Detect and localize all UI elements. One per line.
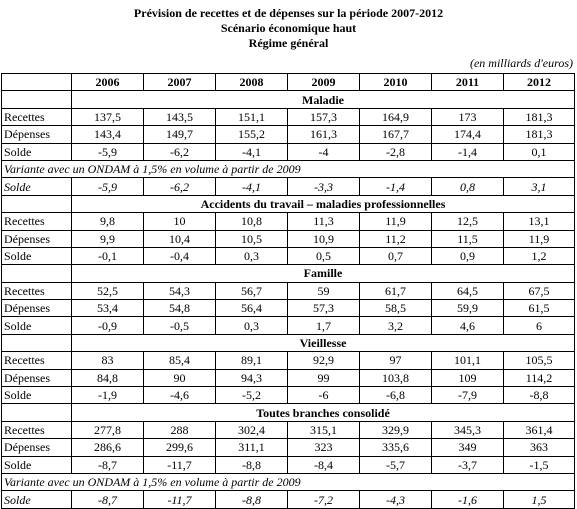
value-cell: 9,8 <box>72 213 144 230</box>
value-cell: 157,3 <box>288 108 360 125</box>
value-cell: -1,5 <box>504 456 575 473</box>
value-cell: 11,5 <box>432 230 504 247</box>
row-label: Dépenses <box>2 369 72 386</box>
section-corner <box>2 91 72 108</box>
value-cell: 12,5 <box>432 213 504 230</box>
value-cell: 11,9 <box>504 230 575 247</box>
value-cell: 67,5 <box>504 282 575 299</box>
value-cell: 114,2 <box>504 369 575 386</box>
value-cell: 302,4 <box>216 421 288 438</box>
year-header: 2008 <box>216 74 288 91</box>
value-cell: 57,3 <box>288 300 360 317</box>
value-cell: 286,6 <box>72 439 144 456</box>
section-corner <box>2 265 72 282</box>
value-cell: 13,1 <box>504 213 575 230</box>
value-cell: 89,1 <box>216 352 288 369</box>
value-cell: -0,1 <box>72 247 144 264</box>
value-cell: 151,1 <box>216 108 288 125</box>
value-cell: 143,5 <box>144 108 216 125</box>
table-row <box>2 126 575 143</box>
value-cell: 61,5 <box>504 300 575 317</box>
table-row <box>2 456 575 473</box>
value-cell: 3,2 <box>360 317 432 334</box>
value-cell: 52,5 <box>72 282 144 299</box>
row-label: Solde <box>2 317 72 334</box>
title-block <box>0 6 577 51</box>
section-title: Vieillesse <box>72 334 575 351</box>
value-cell: -1,4 <box>432 143 504 160</box>
value-cell: 56,4 <box>216 300 288 317</box>
table-row <box>2 213 575 230</box>
row-label: Recettes <box>2 352 72 369</box>
value-cell: -4,3 <box>360 491 432 508</box>
value-cell: 345,3 <box>432 421 504 438</box>
value-cell: 109 <box>432 369 504 386</box>
value-cell: 94,3 <box>216 369 288 386</box>
value-cell: 149,7 <box>144 126 216 143</box>
value-cell: 58,5 <box>360 300 432 317</box>
row-label: Dépenses <box>2 126 72 143</box>
section-title: Famille <box>72 265 575 282</box>
value-cell: 0,9 <box>432 247 504 264</box>
row-label: Dépenses <box>2 439 72 456</box>
value-cell: 181,3 <box>504 108 575 125</box>
value-cell: 99 <box>288 369 360 386</box>
value-cell: 97 <box>360 352 432 369</box>
value-cell: 167,7 <box>360 126 432 143</box>
value-cell: -11,7 <box>144 491 216 508</box>
value-cell: 84,8 <box>72 369 144 386</box>
year-header: 2006 <box>72 74 144 91</box>
variant-note-row <box>2 160 575 177</box>
section-header-row <box>2 91 575 108</box>
table-row <box>2 387 575 404</box>
section-header-row <box>2 265 575 282</box>
value-cell: 105,5 <box>504 352 575 369</box>
value-cell: 10 <box>144 213 216 230</box>
section-header-row <box>2 195 575 212</box>
value-cell: 11,3 <box>288 213 360 230</box>
value-cell: -4,1 <box>216 178 288 195</box>
table-row <box>2 230 575 247</box>
forecast-table <box>1 73 575 509</box>
title-line-3: Régime général <box>248 36 329 50</box>
value-cell: 90 <box>144 369 216 386</box>
value-cell: -2,8 <box>360 143 432 160</box>
value-cell: 59 <box>288 282 360 299</box>
value-cell: 0,7 <box>360 247 432 264</box>
section-title: Accidents du travail – maladies professionnelles <box>72 195 575 212</box>
row-label: Recettes <box>2 108 72 125</box>
row-label: Dépenses <box>2 230 72 247</box>
row-label: Dépenses <box>2 300 72 317</box>
row-label: Recettes <box>2 213 72 230</box>
value-cell: -7,9 <box>432 387 504 404</box>
value-cell: -8,7 <box>72 456 144 473</box>
value-cell: 164,9 <box>360 108 432 125</box>
value-cell: 11,2 <box>360 230 432 247</box>
table-row <box>2 247 575 264</box>
row-label: Recettes <box>2 421 72 438</box>
value-cell: 155,2 <box>216 126 288 143</box>
value-cell: 64,5 <box>432 282 504 299</box>
value-cell: -5,2 <box>216 387 288 404</box>
value-cell: 0,8 <box>432 178 504 195</box>
value-cell: 101,1 <box>432 352 504 369</box>
value-cell: -4,6 <box>144 387 216 404</box>
value-cell: 288 <box>144 421 216 438</box>
variant-row <box>2 178 575 195</box>
row-label: Solde <box>2 178 72 195</box>
value-cell: 323 <box>288 439 360 456</box>
value-cell: 137,5 <box>72 108 144 125</box>
row-label: Solde <box>2 143 72 160</box>
variant-note-row <box>2 473 575 490</box>
value-cell: -7,2 <box>288 491 360 508</box>
variant-note: Variante avec un ONDAM à 1,5% en volume à partir de 2009 <box>2 160 575 177</box>
title-line-2: Scénario économique haut <box>220 21 357 35</box>
value-cell: 143,4 <box>72 126 144 143</box>
section-header-row <box>2 404 575 421</box>
table-row <box>2 439 575 456</box>
table-row <box>2 282 575 299</box>
unit-note: (en milliards d'euros) <box>469 56 573 70</box>
value-cell: -6 <box>288 387 360 404</box>
value-cell: 349 <box>432 439 504 456</box>
value-cell: -5,9 <box>72 178 144 195</box>
value-cell: 61,7 <box>360 282 432 299</box>
value-cell: -0,4 <box>144 247 216 264</box>
value-cell: 361,4 <box>504 421 575 438</box>
row-label: Solde <box>2 491 72 508</box>
value-cell: -8,8 <box>216 491 288 508</box>
value-cell: 315,1 <box>288 421 360 438</box>
value-cell: -4 <box>288 143 360 160</box>
value-cell: -3,3 <box>288 178 360 195</box>
value-cell: 277,8 <box>72 421 144 438</box>
value-cell: 10,5 <box>216 230 288 247</box>
value-cell: 6 <box>504 317 575 334</box>
table-row <box>2 143 575 160</box>
value-cell: 83 <box>72 352 144 369</box>
value-cell: -8,8 <box>216 456 288 473</box>
title-line-1: Prévision de recettes et de dépenses sur la période 2007-2012 <box>133 6 444 20</box>
value-cell: 335,6 <box>360 439 432 456</box>
value-cell: -1,9 <box>72 387 144 404</box>
value-cell: 329,9 <box>360 421 432 438</box>
header-row <box>2 74 575 91</box>
row-label: Solde <box>2 387 72 404</box>
value-cell: 56,7 <box>216 282 288 299</box>
value-cell: -0,9 <box>72 317 144 334</box>
header-corner <box>2 74 72 91</box>
value-cell: 173 <box>432 108 504 125</box>
year-header: 2011 <box>432 74 504 91</box>
value-cell: -6,2 <box>144 143 216 160</box>
value-cell: 10,9 <box>288 230 360 247</box>
value-cell: 10,8 <box>216 213 288 230</box>
value-cell: 0,5 <box>288 247 360 264</box>
value-cell: -11,7 <box>144 456 216 473</box>
value-cell: 174,4 <box>432 126 504 143</box>
value-cell: 54,8 <box>144 300 216 317</box>
row-label: Solde <box>2 456 72 473</box>
value-cell: 85,4 <box>144 352 216 369</box>
section-header-row <box>2 334 575 351</box>
value-cell: 103,8 <box>360 369 432 386</box>
value-cell: 311,1 <box>216 439 288 456</box>
value-cell: 3,1 <box>504 178 575 195</box>
value-cell: -6,2 <box>144 178 216 195</box>
table-row <box>2 317 575 334</box>
year-header: 2007 <box>144 74 216 91</box>
section-title: Maladie <box>72 91 575 108</box>
value-cell: -6,8 <box>360 387 432 404</box>
table-row <box>2 421 575 438</box>
value-cell: 0,1 <box>504 143 575 160</box>
section-corner <box>2 334 72 351</box>
value-cell: 363 <box>504 439 575 456</box>
variant-row <box>2 491 575 508</box>
value-cell: 9,9 <box>72 230 144 247</box>
value-cell: -1,4 <box>360 178 432 195</box>
row-label: Solde <box>2 247 72 264</box>
value-cell: 161,3 <box>288 126 360 143</box>
value-cell: -5,7 <box>360 456 432 473</box>
value-cell: 0,3 <box>216 317 288 334</box>
table-row <box>2 300 575 317</box>
year-header: 2010 <box>360 74 432 91</box>
section-title: Toutes branches consolidé <box>72 404 575 421</box>
value-cell: 11,9 <box>360 213 432 230</box>
value-cell: -8,8 <box>504 387 575 404</box>
value-cell: -5,9 <box>72 143 144 160</box>
value-cell: 53,4 <box>72 300 144 317</box>
row-label: Recettes <box>2 282 72 299</box>
value-cell: 59,9 <box>432 300 504 317</box>
value-cell: -3,7 <box>432 456 504 473</box>
year-header: 2009 <box>288 74 360 91</box>
value-cell: -0,5 <box>144 317 216 334</box>
year-header: 2012 <box>504 74 575 91</box>
value-cell: -4,1 <box>216 143 288 160</box>
value-cell: 0,3 <box>216 247 288 264</box>
table-row <box>2 369 575 386</box>
section-corner <box>2 404 72 421</box>
table-row <box>2 352 575 369</box>
value-cell: 10,4 <box>144 230 216 247</box>
value-cell: -1,6 <box>432 491 504 508</box>
value-cell: 1,5 <box>504 491 575 508</box>
value-cell: 1,2 <box>504 247 575 264</box>
value-cell: -8,4 <box>288 456 360 473</box>
value-cell: 92,9 <box>288 352 360 369</box>
value-cell: 1,7 <box>288 317 360 334</box>
section-corner <box>2 195 72 212</box>
value-cell: 181,3 <box>504 126 575 143</box>
value-cell: -8,7 <box>72 491 144 508</box>
value-cell: 54,3 <box>144 282 216 299</box>
variant-note: Variante avec un ONDAM à 1,5% en volume à partir de 2009 <box>2 473 575 490</box>
value-cell: 4,6 <box>432 317 504 334</box>
value-cell: 299,6 <box>144 439 216 456</box>
table-row <box>2 108 575 125</box>
